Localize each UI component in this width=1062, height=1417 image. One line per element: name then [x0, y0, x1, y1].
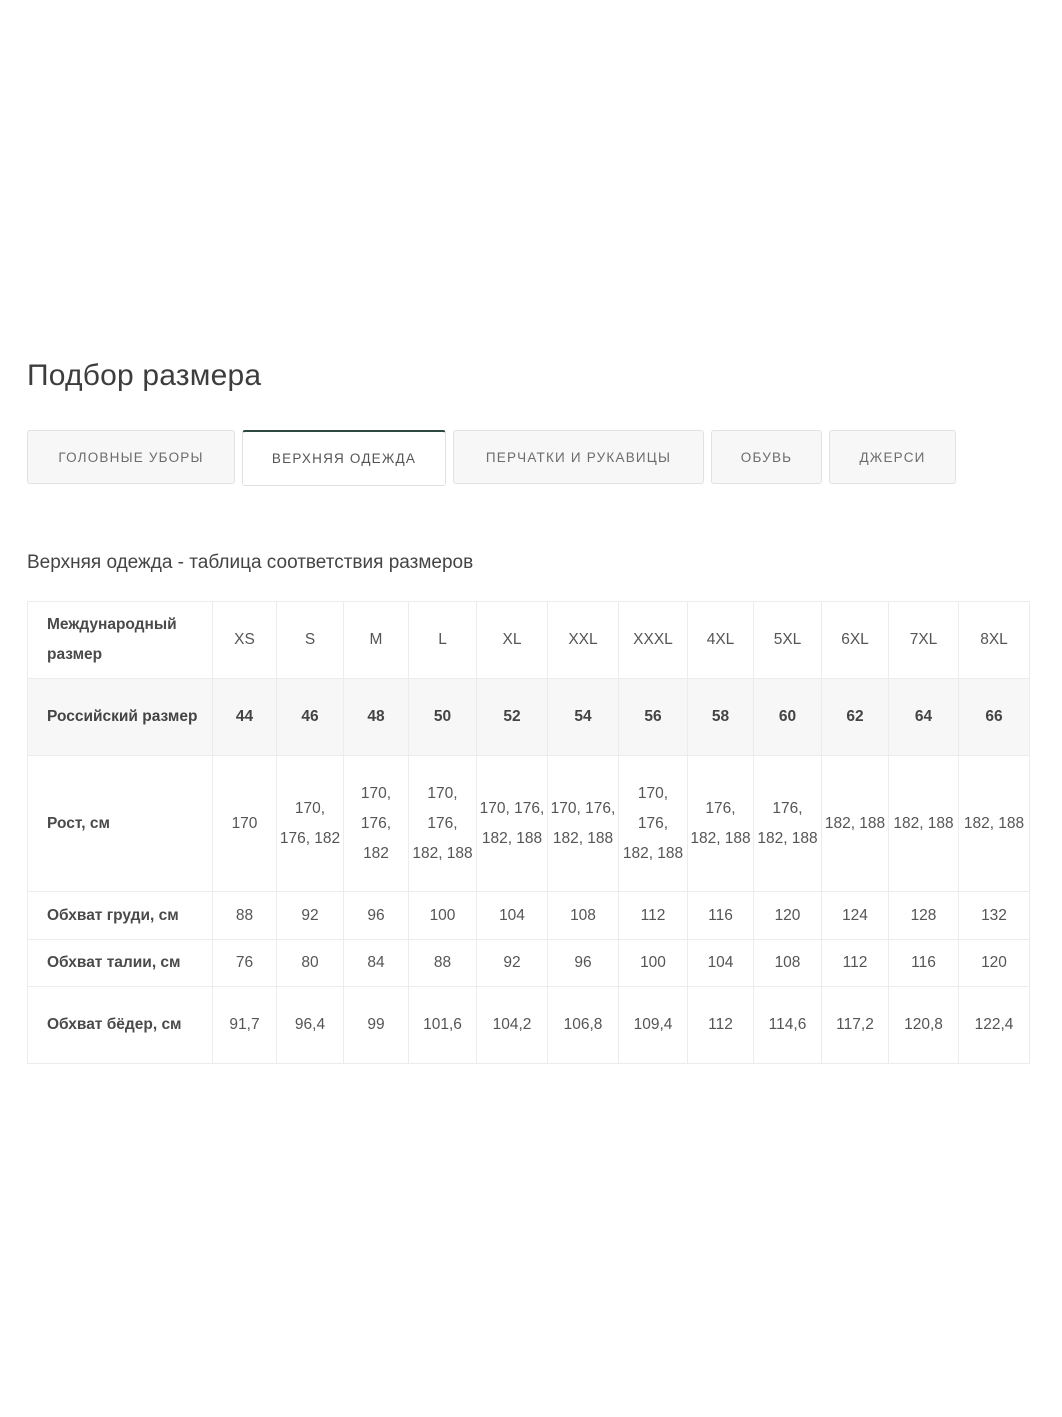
table-cell: 54 — [548, 679, 619, 756]
table-cell: M — [344, 602, 409, 679]
table-cell: 92 — [277, 892, 344, 940]
tab-outerwear[interactable]: ВЕРХНЯЯ ОДЕЖДА — [242, 430, 446, 486]
row-label: Обхват талии, см — [28, 940, 213, 987]
table-cell: 120 — [959, 940, 1030, 987]
table-cell: 58 — [688, 679, 754, 756]
table-cell: 182, 188 — [822, 756, 889, 892]
table-cell: 76 — [213, 940, 277, 987]
page-title: Подбор размера — [27, 359, 262, 392]
table-cell: 170, 176, 182 — [344, 756, 409, 892]
tab-jerseys[interactable]: ДЖЕРСИ — [829, 430, 956, 484]
table-cell: 100 — [409, 892, 477, 940]
waist-row — [28, 940, 1030, 987]
table-cell: 50 — [409, 679, 477, 756]
table-cell: 5XL — [754, 602, 822, 679]
table-cell: 6XL — [822, 602, 889, 679]
table-cell: 170, 176, 182, 188 — [409, 756, 477, 892]
international-size-row — [28, 602, 1030, 679]
table-cell: 56 — [619, 679, 688, 756]
hips-row — [28, 987, 1030, 1064]
table-cell: 170, 176, 182 — [277, 756, 344, 892]
table-cell: 112 — [688, 987, 754, 1064]
table-cell: 116 — [889, 940, 959, 987]
row-label: Обхват груди, см — [28, 892, 213, 940]
table-cell: 101,6 — [409, 987, 477, 1064]
table-cell: 4XL — [688, 602, 754, 679]
row-label: Международный размер — [28, 602, 213, 679]
section-title: Верхняя одежда - таблица соответствия размеров — [27, 552, 474, 573]
table-cell: 170 — [213, 756, 277, 892]
table-cell: 109,4 — [619, 987, 688, 1064]
row-label: Рост, см — [28, 756, 213, 892]
table-cell: XXL — [548, 602, 619, 679]
table-cell: 80 — [277, 940, 344, 987]
table-cell: 128 — [889, 892, 959, 940]
table-cell: 120 — [754, 892, 822, 940]
table-cell: XL — [477, 602, 548, 679]
table-cell: 96,4 — [277, 987, 344, 1064]
table-cell: 84 — [344, 940, 409, 987]
russian-size-row — [28, 679, 1030, 756]
table-cell: 44 — [213, 679, 277, 756]
table-cell: 88 — [213, 892, 277, 940]
table-cell: 176, 182, 188 — [688, 756, 754, 892]
table-cell: 99 — [344, 987, 409, 1064]
table-cell: 52 — [477, 679, 548, 756]
table-cell: 112 — [619, 892, 688, 940]
table-cell: 96 — [344, 892, 409, 940]
table-cell: 170, 176, 182, 188 — [477, 756, 548, 892]
table-cell: 48 — [344, 679, 409, 756]
table-cell: 170, 176, 182, 188 — [619, 756, 688, 892]
table-cell: 120,8 — [889, 987, 959, 1064]
table-cell: 112 — [822, 940, 889, 987]
table-cell: L — [409, 602, 477, 679]
table-cell: 8XL — [959, 602, 1030, 679]
table-cell: 7XL — [889, 602, 959, 679]
table-cell: 108 — [548, 892, 619, 940]
table-cell: 91,7 — [213, 987, 277, 1064]
table-cell: 124 — [822, 892, 889, 940]
table-cell: 100 — [619, 940, 688, 987]
table-cell: 122,4 — [959, 987, 1030, 1064]
table-cell: 96 — [548, 940, 619, 987]
table-cell: 108 — [754, 940, 822, 987]
tab-footwear[interactable]: ОБУВЬ — [711, 430, 822, 484]
table-cell: 104,2 — [477, 987, 548, 1064]
table-cell: S — [277, 602, 344, 679]
table-cell: 182, 188 — [889, 756, 959, 892]
table-cell: 176, 182, 188 — [754, 756, 822, 892]
table-cell: 116 — [688, 892, 754, 940]
table-cell: XXXL — [619, 602, 688, 679]
table-cell: 66 — [959, 679, 1030, 756]
table-cell: 60 — [754, 679, 822, 756]
table-cell: XS — [213, 602, 277, 679]
row-label: Российский размер — [28, 679, 213, 756]
tab-headwear[interactable]: ГОЛОВНЫЕ УБОРЫ — [27, 430, 235, 484]
table-cell: 106,8 — [548, 987, 619, 1064]
chest-row — [28, 892, 1030, 940]
size-chart-table — [27, 601, 1030, 1064]
table-cell: 88 — [409, 940, 477, 987]
table-cell: 182, 188 — [959, 756, 1030, 892]
table-cell: 64 — [889, 679, 959, 756]
table-cell: 104 — [477, 892, 548, 940]
tab-gloves-mittens[interactable]: ПЕРЧАТКИ И РУКАВИЦЫ — [453, 430, 704, 484]
row-label: Обхват бёдер, см — [28, 987, 213, 1064]
height-row — [28, 756, 1030, 892]
table-cell: 132 — [959, 892, 1030, 940]
table-cell: 46 — [277, 679, 344, 756]
table-cell: 104 — [688, 940, 754, 987]
table-cell: 92 — [477, 940, 548, 987]
table-cell: 170, 176, 182, 188 — [548, 756, 619, 892]
table-cell: 114,6 — [754, 987, 822, 1064]
table-cell: 62 — [822, 679, 889, 756]
table-cell: 117,2 — [822, 987, 889, 1064]
